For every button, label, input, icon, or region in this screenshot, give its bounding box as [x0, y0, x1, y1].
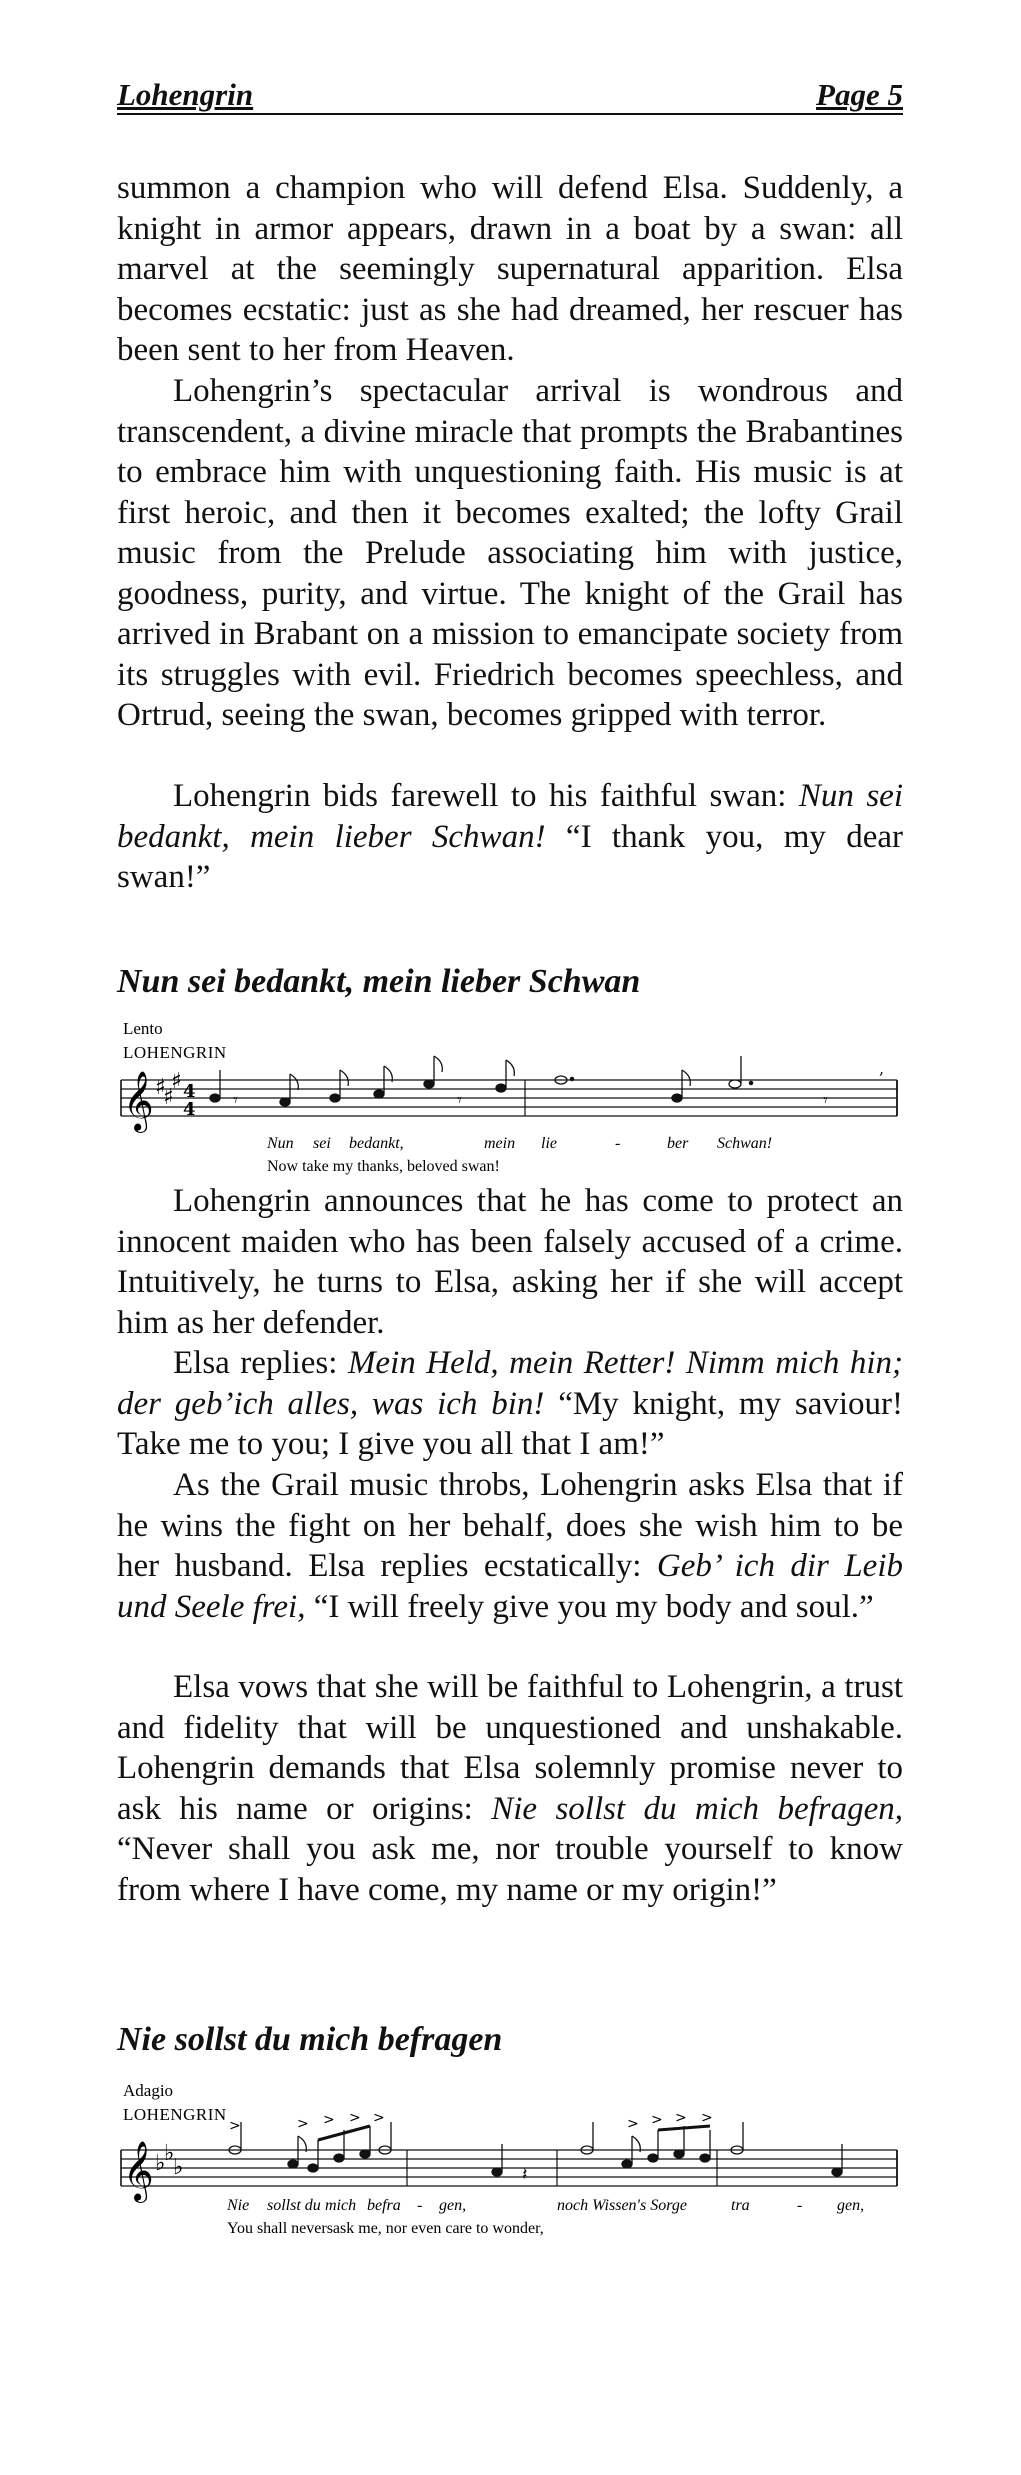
svg-text:4: 4: [183, 1081, 196, 1102]
paragraph-6-text-c: “I will freely give you my body and soul.”: [305, 1588, 874, 1625]
music-1-title: Nun sei bedankt, mein lieber Schwan: [117, 963, 641, 1000]
music-1-translation: Now take my thanks, beloved swan!: [267, 1158, 500, 1175]
paragraph-6-quote: Geb’ ich dir Leib und Seele frei,: [117, 1548, 903, 1625]
lyric-syllable: sollst du: [267, 2197, 321, 2214]
lyric-syllable: noch Wissen's Sorge: [557, 2197, 687, 2214]
svg-text:♭: ♭: [173, 2155, 184, 2180]
music-example-2: [117, 2078, 903, 2248]
svg-text:4: 4: [183, 1099, 196, 1120]
svg-text:>: >: [349, 2110, 361, 2126]
paragraph-7-text-c: “Never shall you ask me, nor trouble yourself to know from where I have come, my name or my origin!”: [117, 1831, 903, 1908]
music-2-lyrics: [226, 2197, 864, 2214]
lyric-syllable: bedankt,: [349, 1135, 404, 1152]
music-1-tempo: Lento: [123, 1019, 163, 1038]
lyric-syllable: gen,: [439, 2197, 467, 2214]
svg-text:𝄾: 𝄾: [823, 1090, 828, 1110]
svg-text:𝄾: 𝄾: [233, 1090, 238, 1110]
music-2-notes: [229, 2122, 842, 2184]
header-page-number: Page 5: [816, 77, 903, 112]
svg-text:>: >: [323, 2112, 335, 2128]
lyric-syllable: befra: [367, 2197, 401, 2214]
music-2-title: Nie sollst du mich befragen: [117, 2021, 503, 2058]
lyric-syllable: Schwan!: [717, 1135, 773, 1152]
svg-text:>: >: [675, 2110, 687, 2126]
music-2-tempo: Adagio: [123, 2081, 174, 2100]
paragraph-7-text-a: Elsa vows that she will be faithful to Lohengrin, a trust and fidelity that will be unquestioned and unshakable. Lohengrin demands that Elsa solemnly promise never to ask his name or origins:: [117, 1669, 903, 1827]
key-signature-sharps: [155, 1069, 182, 1110]
lyric-syllable: sei: [313, 1135, 331, 1152]
lyric-syllable: Nun: [267, 1135, 294, 1152]
svg-text:𝄾: 𝄾: [457, 1090, 462, 1110]
running-header: [117, 73, 903, 115]
paragraph-3-text-c: “I thank you, my dear swan!”: [117, 818, 904, 895]
paragraph-5-quote: Mein Held, mein Retter! Nimm mich hin; der geb’ich alles, was ich bin!: [117, 1345, 903, 1422]
header-title: Lohengrin: [117, 77, 254, 112]
paragraph-5-text-c: “My knight, my saviour! Take me to you; I give you all that I am!”: [117, 1385, 904, 1462]
paragraph-1: summon a champion who will defend Elsa. Suddenly, a knight in armor appears, drawn in a boat by a swan: all marvel at the seemingly supernatural apparition. Elsa becomes ecstatic: just as she had dreamed, her rescuer has been sent to her from Heaven.: [117, 170, 903, 368]
paragraph-6-text-a: As the Grail music throbs, Lohengrin asks Elsa that if he wins the fight on her behalf, does she wish him to be her husband. Elsa replies ecstatically:: [117, 1467, 903, 1584]
lyric-syllable: lie: [541, 1135, 557, 1152]
music-2-role: LOHENGRIN: [123, 2105, 227, 2124]
svg-text:>: >: [297, 2116, 309, 2132]
svg-text:♯: ♯: [171, 1069, 182, 1094]
svg-text:>: >: [373, 2110, 385, 2126]
lyric-syllable: mein: [484, 1135, 516, 1152]
paragraph-6: [117, 1465, 903, 1627]
lyric-syllable: gen,: [837, 2197, 865, 2214]
svg-text:>: >: [229, 2118, 241, 2134]
treble-clef-icon: 𝄞: [123, 1071, 154, 1131]
lyric-syllable: -: [417, 2197, 423, 2214]
svg-text:>: >: [701, 2110, 713, 2126]
music-example-1: [117, 1016, 903, 1196]
svg-text:♭: ♭: [155, 2151, 166, 2176]
music-2-staff: [121, 2150, 897, 2186]
time-signature: [183, 1081, 196, 1120]
paragraph-7-quote: Nie sollst du mich befragen,: [491, 1790, 904, 1827]
svg-text:♯: ♯: [163, 1085, 174, 1110]
music-2-translation: You shall neversask me, nor even care to wonder,: [227, 2220, 544, 2237]
lyric-syllable: tra: [731, 2197, 750, 2214]
lyric-syllable: Nie: [227, 2197, 250, 2214]
paragraph-2: Lohengrin’s spectacular arrival is wondrous and transcendent, a divine miracle that prompts the Brabantines to embrace him with unquestioning faith. His music is at first heroic, and then it becomes exalted; the lofty Grail music from the Prelude associating him with justice, goodness, purity, and virtue. The knight of the Grail has arrived in Brabant on a mission to emancipate society from its struggles with evil. Friedrich becomes speechless, and Ortrud, seeing the swan, becomes gripped with terror.: [117, 373, 903, 733]
svg-text:𝄽: 𝄽: [522, 2164, 528, 2184]
paragraph-3-quote: Nun sei bedankt, mein lieber Schwan!: [117, 778, 903, 855]
svg-text:♯: ♯: [155, 1075, 166, 1100]
music-1-lyrics: [266, 1135, 772, 1152]
paragraph-5: [117, 1343, 903, 1465]
music-1-notes: [210, 1056, 884, 1110]
paragraph-3-text-a: Lohengrin bids farewell to his faithful swan:: [173, 778, 799, 814]
paragraph-3: [117, 776, 903, 898]
svg-text:♭: ♭: [164, 2141, 175, 2166]
svg-text:,: ,: [879, 1059, 885, 1078]
music-2-accents: [229, 2110, 713, 2134]
lyric-syllable: mich: [325, 2197, 357, 2214]
music-1-role: LOHENGRIN: [123, 1043, 227, 1062]
paragraph-5-text-a: Elsa replies:: [173, 1345, 348, 1381]
treble-clef-icon: 𝄞: [123, 2141, 154, 2201]
svg-text:>: >: [627, 2116, 639, 2132]
lyric-syllable: -: [615, 1135, 621, 1152]
paragraph-4: Lohengrin announces that he has come to protect an innocent maiden who has been falsely accused of a crime. Intuitively, he turns to Elsa, asking her if she will accept him as her defender.: [117, 1183, 903, 1341]
key-signature-flats: [155, 2141, 183, 2180]
lyric-syllable: -: [797, 2197, 803, 2214]
paragraph-7: [117, 1667, 903, 1910]
svg-text:>: >: [651, 2112, 663, 2128]
lyric-syllable: ber: [667, 1135, 689, 1152]
